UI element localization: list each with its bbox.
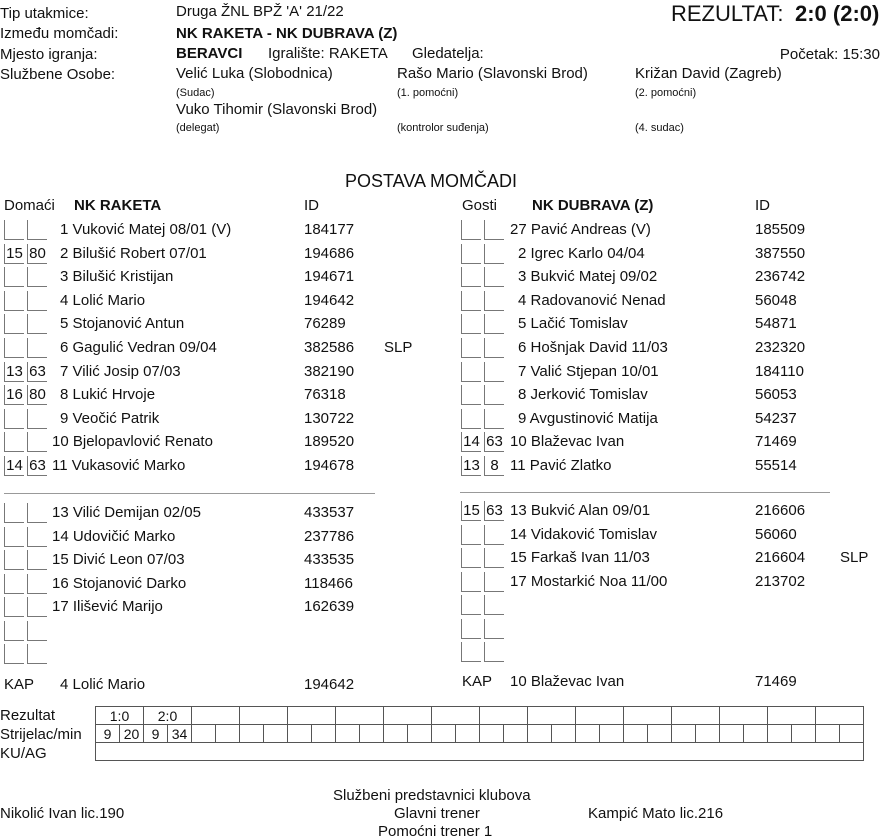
scoring-cell — [720, 725, 744, 743]
sub-minute-box — [461, 314, 481, 334]
sub-minute-box — [461, 595, 481, 615]
player-name: 13 Bukvić Alan 09/01 — [510, 502, 651, 519]
sub-minute-box — [461, 409, 481, 429]
scoring-cell — [816, 707, 864, 725]
scoring-cell — [768, 725, 792, 743]
result-label: REZULTAT: — [671, 1, 784, 26]
scoring-cell — [576, 707, 624, 725]
scoring-cell: 34 — [168, 725, 192, 743]
scoring-cell — [720, 707, 768, 725]
player-name: 15 Farkaš Ivan 11/03 — [510, 549, 650, 566]
sub-minute-box: 15 — [461, 501, 481, 521]
scoring-cell — [240, 725, 264, 743]
sub-minute-box: 13 — [461, 456, 481, 476]
sub-minute-box: 80 — [27, 385, 47, 405]
away-representative: Kampić Mato lic.216 — [588, 805, 724, 822]
sub-minute-box — [461, 244, 481, 264]
sub-minute-box — [4, 644, 24, 664]
sub-minute-box — [27, 574, 47, 594]
scoring-row — [96, 743, 864, 761]
player-note: SLP — [840, 549, 869, 566]
scoring-cell — [336, 707, 384, 725]
player-name: 16 Stojanović Darko — [52, 574, 187, 592]
scoring-cell — [840, 725, 864, 743]
home-subs-divider — [4, 493, 375, 494]
scoring-cell — [648, 725, 672, 743]
teams-title: NK RAKETA - NK DUBRAVA (Z) — [176, 25, 398, 42]
label-match-type: Tip utakmice: — [0, 5, 89, 22]
player-name: 4 Lolić Mario — [60, 291, 146, 309]
sub-minute-box — [484, 525, 504, 545]
scoring-cell — [672, 725, 696, 743]
player-name: 13 Vilić Demijan 02/05 — [52, 504, 201, 521]
sub-minute-box — [27, 314, 47, 334]
scoring-cell — [312, 725, 336, 743]
home-captain-label: KAP — [4, 676, 35, 693]
sub-minute-box — [27, 409, 47, 429]
player-id: 194671 — [304, 268, 355, 286]
scoring-cell — [744, 725, 768, 743]
player-id: 433537 — [304, 504, 355, 521]
home-team-name: NK RAKETA — [74, 197, 162, 214]
score-label-result: Rezultat — [0, 707, 56, 724]
official-role: (kontrolor suđenja) — [397, 122, 489, 134]
player-id: 216604 — [755, 549, 806, 566]
sub-minute-box — [27, 267, 47, 287]
scoring-cell — [600, 725, 624, 743]
scoring-cell — [288, 707, 336, 725]
player-id: 387550 — [755, 244, 806, 262]
player-name: 11 Pavić Zlatko — [510, 457, 612, 474]
sub-minute-box — [484, 291, 504, 311]
sub-minute-box — [461, 220, 481, 240]
scoring-grid — [95, 706, 864, 761]
player-name: 2 Bilušić Robert 07/01 — [60, 244, 207, 262]
place: BERAVCI — [176, 45, 243, 62]
player-name: 17 Ilišević Marijo — [52, 598, 163, 615]
scoring-cell — [480, 707, 528, 725]
scoring-cell — [264, 725, 288, 743]
result-value: 2:0 (2:0) — [795, 1, 880, 26]
player-note: SLP — [384, 339, 413, 356]
sub-minute-box — [461, 572, 481, 592]
away-team-name: NK DUBRAVA (Z) — [532, 197, 654, 214]
player-id: 56053 — [755, 386, 797, 404]
player-name: 5 Stojanović Antun — [60, 315, 185, 333]
start-time: Početak: 15:30 — [779, 46, 880, 63]
scoring-cell — [576, 725, 600, 743]
player-name: 9 Veočić Patrik — [60, 409, 160, 427]
player-id: 189520 — [304, 433, 355, 451]
sub-minute-box — [27, 527, 47, 547]
sub-minute-box — [27, 291, 47, 311]
sub-minute-box — [4, 267, 24, 287]
scoring-cell — [528, 725, 552, 743]
away-captain-label: KAP — [462, 673, 493, 690]
official-role: (Sudac) — [176, 87, 215, 99]
player-id: 237786 — [304, 527, 355, 545]
player-id: 56060 — [755, 525, 797, 543]
sub-minute-box: 63 — [484, 432, 504, 452]
sub-minute-box — [461, 619, 481, 639]
player-name: 8 Jerković Tomislav — [518, 386, 648, 404]
sub-minute-box — [4, 291, 24, 311]
scoring-cell — [408, 725, 432, 743]
score-label-scorer: Strijelac/min — [0, 726, 82, 743]
sub-minute-box — [27, 503, 47, 523]
sub-minute-box — [484, 642, 504, 662]
sub-minute-box — [4, 338, 24, 358]
official-role: (delegat) — [176, 122, 220, 134]
player-id: 213702 — [755, 572, 806, 590]
home-representative: Nikolić Ivan lic.190 — [0, 805, 125, 822]
player-id: 118466 — [304, 574, 353, 592]
scoring-cell — [96, 743, 864, 761]
sub-minute-box — [27, 338, 47, 358]
sub-minute-box — [484, 362, 504, 382]
scoring-cell: 1:0 — [96, 707, 144, 725]
player-id: 56048 — [755, 291, 797, 309]
player-id: 382190 — [304, 362, 355, 380]
label-officials: Službene Osobe: — [0, 66, 116, 83]
sub-minute-box — [484, 385, 504, 405]
player-name: 3 Bukvić Matej 09/02 — [518, 268, 658, 286]
home-captain: 4 Lolić Mario — [60, 676, 146, 693]
player-id: 382586 — [304, 339, 355, 356]
sub-minute-box — [484, 619, 504, 639]
official-name: Križan David (Zagreb) — [635, 65, 782, 82]
player-id: 130722 — [304, 409, 355, 427]
sub-minute-box — [484, 409, 504, 429]
sub-minute-box — [461, 385, 481, 405]
sub-minute-box — [4, 503, 24, 523]
player-name: 11 Vukasović Marko — [52, 457, 186, 474]
player-name: 3 Bilušić Kristijan — [60, 268, 174, 286]
player-id: 71469 — [755, 433, 797, 451]
scoring-cell — [240, 707, 288, 725]
scoring-cell: 2:0 — [144, 707, 192, 725]
sub-minute-box — [27, 220, 47, 240]
player-name: 5 Lačić Tomislav — [518, 315, 628, 333]
away-captain-id: 71469 — [755, 673, 797, 690]
head-coach-label: Glavni trener — [394, 805, 480, 822]
sub-minute-box — [484, 244, 504, 264]
sub-minute-box — [484, 548, 504, 568]
scoring-row — [96, 725, 864, 743]
sub-minute-box — [27, 644, 47, 664]
scoring-cell: 9 — [96, 725, 120, 743]
scoring-cell — [192, 707, 240, 725]
lineups-title: POSTAVA MOMČADI — [345, 171, 518, 191]
official-role: (1. pomoćni) — [397, 87, 459, 99]
player-id: 216606 — [755, 502, 806, 519]
scoring-cell — [624, 707, 672, 725]
scoring-cell — [432, 725, 456, 743]
sub-minute-box: 15 — [4, 244, 24, 264]
sub-minute-box — [484, 338, 504, 358]
sub-minute-box — [461, 642, 481, 662]
player-id: 194686 — [304, 244, 355, 262]
home-side-label: Domaći — [4, 197, 55, 214]
sub-minute-box — [27, 621, 47, 641]
player-name: 6 Gagulić Vedran 09/04 — [60, 339, 217, 356]
player-id: 54871 — [755, 315, 797, 333]
footer-title: Službeni predstavnici klubova — [333, 787, 531, 804]
sub-minute-box — [461, 525, 481, 545]
sub-minute-box — [484, 595, 504, 615]
player-name: 7 Vilić Josip 07/03 — [60, 362, 181, 380]
player-name: 2 Igrec Karlo 04/04 — [518, 244, 645, 262]
official-name: Vuko Tihomir (Slavonski Brod) — [176, 101, 378, 118]
scoring-cell — [672, 707, 720, 725]
player-name: 7 Valić Stjepan 10/01 — [518, 362, 659, 380]
scoring-cell — [504, 725, 528, 743]
ground: Igralište: RAKETA — [268, 45, 388, 62]
scoring-cell — [384, 725, 408, 743]
official-role: (2. pomoćni) — [635, 87, 697, 99]
player-id: 194678 — [304, 457, 355, 474]
scoring-cell — [432, 707, 480, 725]
player-id: 185509 — [755, 221, 806, 238]
sub-minute-box — [461, 291, 481, 311]
spectators: Gledatelja: — [412, 45, 484, 62]
label-between: Između momčadi: — [0, 25, 119, 42]
scoring-cell — [624, 725, 648, 743]
player-name: 8 Lukić Hrvoje — [60, 386, 156, 404]
sub-minute-box: 63 — [27, 362, 47, 382]
sub-minute-box — [4, 527, 24, 547]
player-name: 10 Blaževac Ivan — [510, 433, 625, 451]
player-name: 1 Vuković Matej 08/01 (V) — [60, 221, 232, 238]
player-name: 17 Mostarkić Noa 11/00 — [510, 572, 668, 590]
sub-minute-box — [4, 432, 24, 452]
official-role: (4. sudac) — [635, 122, 684, 134]
score-label-cards: KU/AG — [0, 745, 47, 762]
away-subs-divider — [460, 492, 830, 493]
label-venue: Mjesto igranja: — [0, 46, 98, 63]
player-id: 433535 — [304, 551, 355, 568]
player-name: 4 Radovanović Nenad — [518, 291, 666, 309]
player-name: 9 Avgustinović Matija — [518, 409, 658, 427]
scoring-row — [96, 707, 864, 725]
scoring-cell — [480, 725, 504, 743]
home-captain-id: 194642 — [304, 676, 355, 693]
sub-minute-box — [461, 267, 481, 287]
official-name: Rašo Mario (Slavonski Brod) — [397, 65, 588, 82]
player-name: 15 Divić Leon 07/03 — [52, 551, 185, 568]
away-id-label: ID — [755, 197, 770, 214]
scoring-cell — [336, 725, 360, 743]
sub-minute-box — [461, 548, 481, 568]
scoring-cell — [696, 725, 720, 743]
scoring-cell — [768, 707, 816, 725]
scoring-cell — [456, 725, 480, 743]
sub-minute-box — [461, 362, 481, 382]
sub-minute-box — [27, 432, 47, 452]
scoring-cell — [792, 725, 816, 743]
sub-minute-box — [27, 550, 47, 570]
player-name: 10 Bjelopavlović Renato — [52, 433, 213, 451]
sub-minute-box: 80 — [27, 244, 47, 264]
player-id: 184110 — [755, 362, 804, 380]
player-id: 184177 — [304, 221, 355, 238]
player-id: 236742 — [755, 268, 806, 286]
competition: Druga ŽNL BPŽ 'A' 21/22 — [176, 3, 344, 20]
sub-minute-box: 63 — [484, 501, 504, 521]
scoring-cell — [816, 725, 840, 743]
sub-minute-box — [484, 572, 504, 592]
sub-minute-box: 63 — [27, 456, 47, 476]
sub-minute-box: 16 — [4, 385, 24, 405]
assistant-coach-label: Pomoćni trener 1 — [378, 823, 493, 840]
player-id: 76289 — [304, 315, 346, 333]
sub-minute-box — [461, 338, 481, 358]
official-name: Velić Luka (Slobodnica) — [176, 65, 333, 82]
scoring-cell — [216, 725, 240, 743]
away-side-label: Gosti — [462, 197, 498, 214]
player-id: 76318 — [304, 386, 346, 404]
sub-minute-box — [484, 314, 504, 334]
sub-minute-box — [4, 621, 24, 641]
player-name: 27 Pavić Andreas (V) — [510, 221, 651, 238]
player-id: 55514 — [755, 457, 797, 474]
scoring-cell — [288, 725, 312, 743]
sub-minute-box — [4, 597, 24, 617]
away-captain: 10 Blaževac Ivan — [510, 673, 625, 690]
sub-minute-box: 14 — [4, 456, 24, 476]
sub-minute-box — [4, 220, 24, 240]
player-id: 194642 — [304, 291, 355, 309]
scoring-cell — [360, 725, 384, 743]
scoring-cell — [384, 707, 432, 725]
home-id-label: ID — [304, 197, 319, 214]
scoring-cell: 20 — [120, 725, 144, 743]
scoring-cell — [552, 725, 576, 743]
sub-minute-box — [4, 409, 24, 429]
sub-minute-box: 13 — [4, 362, 24, 382]
sub-minute-box: 14 — [461, 432, 481, 452]
scoring-cell — [192, 725, 216, 743]
player-id: 232320 — [755, 339, 806, 356]
player-id: 162639 — [304, 598, 355, 615]
sub-minute-box: 8 — [484, 456, 504, 476]
sub-minute-box — [4, 550, 24, 570]
player-id: 54237 — [755, 409, 797, 427]
sub-minute-box — [4, 574, 24, 594]
sub-minute-box — [27, 597, 47, 617]
sub-minute-box — [4, 314, 24, 334]
scoring-cell — [528, 707, 576, 725]
player-name: 14 Udovičić Marko — [52, 527, 176, 545]
player-name: 14 Vidaković Tomislav — [510, 525, 658, 543]
scoring-cell: 9 — [144, 725, 168, 743]
player-name: 6 Hošnjak David 11/03 — [518, 339, 668, 356]
sub-minute-box — [484, 267, 504, 287]
sub-minute-box — [484, 220, 504, 240]
